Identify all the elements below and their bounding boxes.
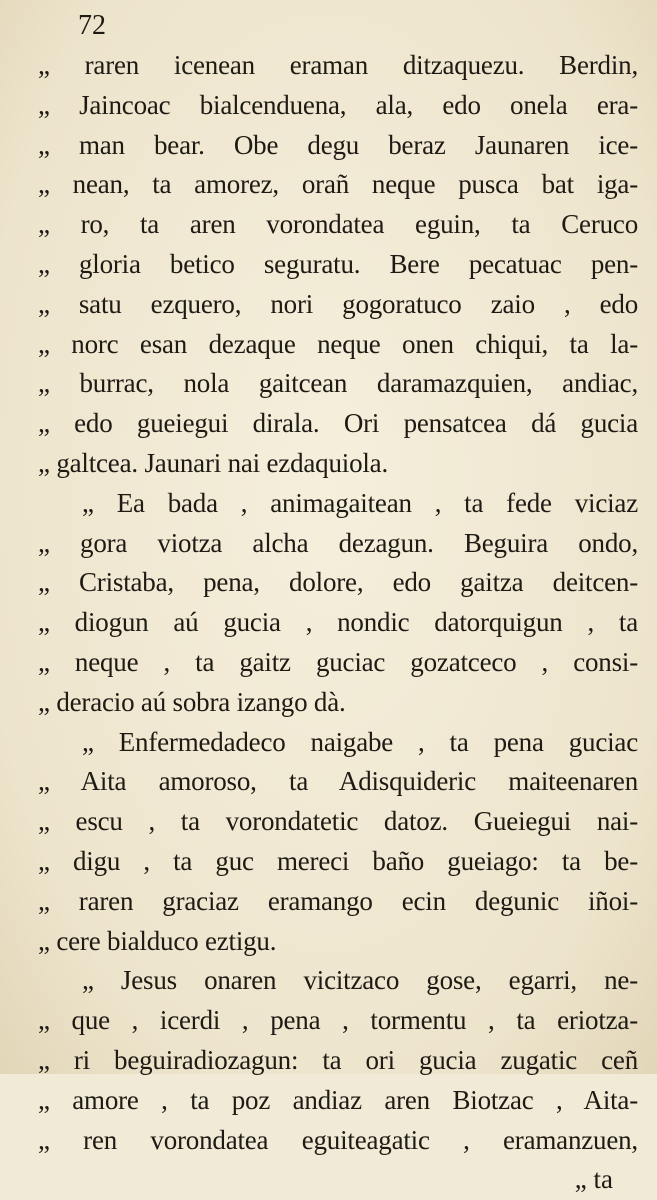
text-line: „ Jesus onaren vicitzaco gose, egarri, ne- bbox=[82, 965, 638, 996]
text-line: „ neque , ta gaitz guciac gozatceco , consi- bbox=[38, 646, 638, 677]
text-block bbox=[38, 46, 638, 1160]
text-line: „ norc esan dezaque neque onen chiqui, ta la- bbox=[38, 328, 638, 359]
text-line: „ ren vorondatea eguiteagatic , eramanzuen, bbox=[38, 1124, 638, 1155]
text-line: „ burrac, nola gaitcean daramazquien, andiac, bbox=[38, 368, 638, 399]
catchword: „ ta bbox=[574, 1164, 613, 1195]
text-line: „ cere bialduco eztigu. bbox=[38, 925, 277, 956]
text-line: „ Enfermedadeco naigabe , ta pena guciac bbox=[82, 726, 638, 757]
text-line: „ Ea bada , animagaitean , ta fede viciaz bbox=[82, 487, 638, 518]
text-line: „ raren graciaz eramango ecin degunic iñoi- bbox=[38, 885, 638, 916]
text-line: „ diogun aú gucia , nondic datorquigun , ta bbox=[38, 607, 638, 638]
text-line: „ Jaincoac bialcenduena, ala, edo onela era- bbox=[38, 89, 638, 120]
text-line: „ raren icenean eraman ditzaquezu. Berdin, bbox=[38, 50, 638, 80]
text-line: „ escu , ta vorondatetic datoz. Gueiegui nai- bbox=[38, 806, 638, 837]
text-line: „ digu , ta guc mereci baño gueiago: ta be- bbox=[38, 845, 638, 876]
text-line: „ Aita amoroso, ta Adisquideric maiteenaren bbox=[38, 766, 638, 797]
text-line: „ gloria betico seguratu. Bere pecatuac pen- bbox=[38, 248, 638, 279]
text-line: „ edo gueiegui dirala. Ori pensatcea dá gucia bbox=[38, 408, 638, 439]
text-line: „ Cristaba, pena, dolore, edo gaitza deitcen- bbox=[38, 567, 638, 598]
text-line: „ man bear. Obe degu beraz Jaunaren ice- bbox=[38, 129, 638, 160]
text-line: „ que , icerdi , pena , tormentu , ta eriotza- bbox=[38, 1005, 638, 1036]
text-line: „ ri beguiradiozagun: ta ori gucia zugatic ceñ bbox=[38, 1044, 638, 1075]
page-number: 72 bbox=[78, 10, 106, 41]
text-line: „ deracio aú sobra izango dà. bbox=[38, 686, 346, 717]
text-line: „ ro, ta aren vorondatea eguin, ta Ceruco bbox=[38, 209, 638, 240]
text-line: „ nean, ta amorez, orañ neque pusca bat iga- bbox=[38, 169, 638, 200]
text-line: „ satu ezquero, nori gogoratuco zaio , edo bbox=[38, 288, 638, 319]
text-line: „ galtcea. Jaunari nai ezdaquiola. bbox=[38, 447, 389, 478]
text-line: „ gora viotza alcha dezagun. Beguira ondo, bbox=[38, 527, 638, 558]
text-line: „ amore , ta poz andiaz aren Biotzac , Aita- bbox=[38, 1084, 638, 1115]
